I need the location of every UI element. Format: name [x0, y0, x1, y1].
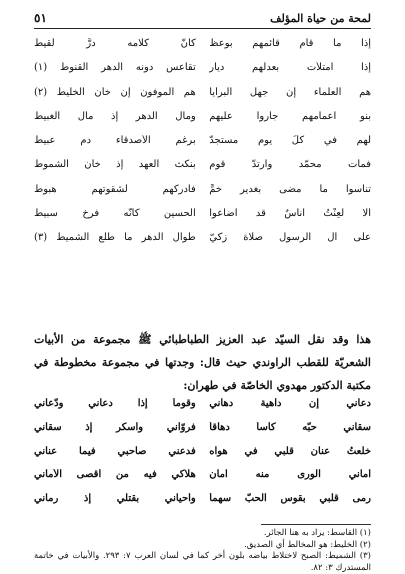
running-header	[34, 8, 371, 29]
second-hemistich: طوال الدهر ما طلع الشميط (٣)	[34, 232, 196, 244]
poem-verses	[34, 38, 371, 257]
first-hemistich: إذا ما قام قائمهم بوعظ	[209, 38, 371, 49]
first-hemistich: على آل الرسول صلاة زكيّ	[209, 232, 371, 244]
verse	[34, 232, 371, 256]
footnote-separator	[261, 524, 371, 525]
first-hemistich: بنو أعمامهم جاروا عليهم	[209, 110, 371, 122]
verse	[34, 135, 371, 159]
second-hemistich: ومال الدهر إذ مال الغبيط	[34, 110, 196, 122]
first-hemistich: أماني الورى منه أمان	[209, 469, 371, 481]
first-hemistich: هم العلماء إن جهل البرايا	[209, 86, 371, 98]
verse	[34, 469, 371, 493]
second-hemistich: هلاكي فيه من أقصى الأماني	[34, 469, 196, 481]
first-hemistich: فمات محمّد وارتدّ قوم	[209, 159, 371, 171]
first-hemistich: إذا امتلأت بعدلهم ديار	[209, 62, 371, 74]
verse	[34, 38, 371, 62]
footnotes	[34, 528, 371, 574]
verse	[34, 446, 371, 470]
verse	[34, 398, 371, 422]
verse	[34, 62, 371, 86]
second-hemistich: هم الموفون إن خان الخليط (٢)	[34, 86, 196, 98]
verse	[34, 111, 371, 135]
first-hemistich: دعاني إن داهية دهاني	[209, 398, 371, 409]
first-hemistich: سقاني حبّه كأساً دهاقاً	[209, 421, 371, 433]
first-hemistich: تناسوا ما مضى بغدير خمٍّ	[209, 183, 371, 195]
footnote: (١) القاسط: يراد به هنا الجائر.	[263, 528, 371, 538]
second-hemistich: فأدركهم لشقوتهم هبوط	[34, 183, 196, 195]
first-hemistich: خلعتُ عنان قلبي في هواه	[209, 445, 371, 457]
footnote: (٣) الشميط: الصبح لاختلاط بياضه بلون أخر كما في لسان العرب ٧: ٢٩٣. والأبيات في خاتمة المستدرك ٣: ٨٢.	[34, 551, 371, 573]
verse	[34, 159, 371, 183]
first-hemistich: رمى قلبي بقوس الحبّ سهماً	[209, 493, 371, 505]
second-hemistich: كأنَّ كلامه درٌّ لقيط	[34, 38, 196, 49]
second-hemistich: فدعني صاحبي فيما عناني	[34, 445, 196, 457]
footnote: (٢) الخليط: هو المخالط أي الصديق.	[244, 539, 371, 550]
second-hemistich: تقاعس دونه الدهر القنوط (١)	[34, 62, 196, 74]
body-paragraph: هذا وقد نقل السيّد عبد العزيز الطباطبائي ﷺ مجموعة من الأبيات الشعريّة للقطب الراوندي حيث قال: وجدتها في مجموعة مخطوطة في مكتبة الدكتور مهدوي الخاصّة في طهران:	[34, 333, 371, 392]
second-hemistich: بنكث العهد إذ خان الشموط	[34, 159, 196, 171]
verse	[34, 87, 371, 111]
verse	[34, 208, 371, 232]
second-hemistich: برغم الأصدقاء دم عبيط	[34, 135, 196, 147]
second-hemistich: الحسين كأنّه فرخ سبيط	[34, 208, 196, 220]
verse	[34, 184, 371, 208]
poem-verses-2	[34, 398, 371, 517]
page-number: ٥١	[34, 11, 47, 25]
running-title: لمحة من حياة المؤلف	[270, 11, 371, 25]
verse	[34, 493, 371, 517]
first-hemistich: لهم في كلِّ يوم مستجدّ	[209, 135, 371, 147]
second-hemistich: فروّاني وأسكر إذ سقاني	[34, 421, 196, 433]
first-hemistich: ألا لُعِنْتُ أُناسٌ قد أضاعوا	[209, 208, 371, 220]
verse	[34, 422, 371, 446]
second-hemistich: وقوماً إذا دعاني ودّعاني	[34, 398, 196, 409]
second-hemistich: وأحياني بقتلي إذ رماني	[34, 493, 196, 505]
